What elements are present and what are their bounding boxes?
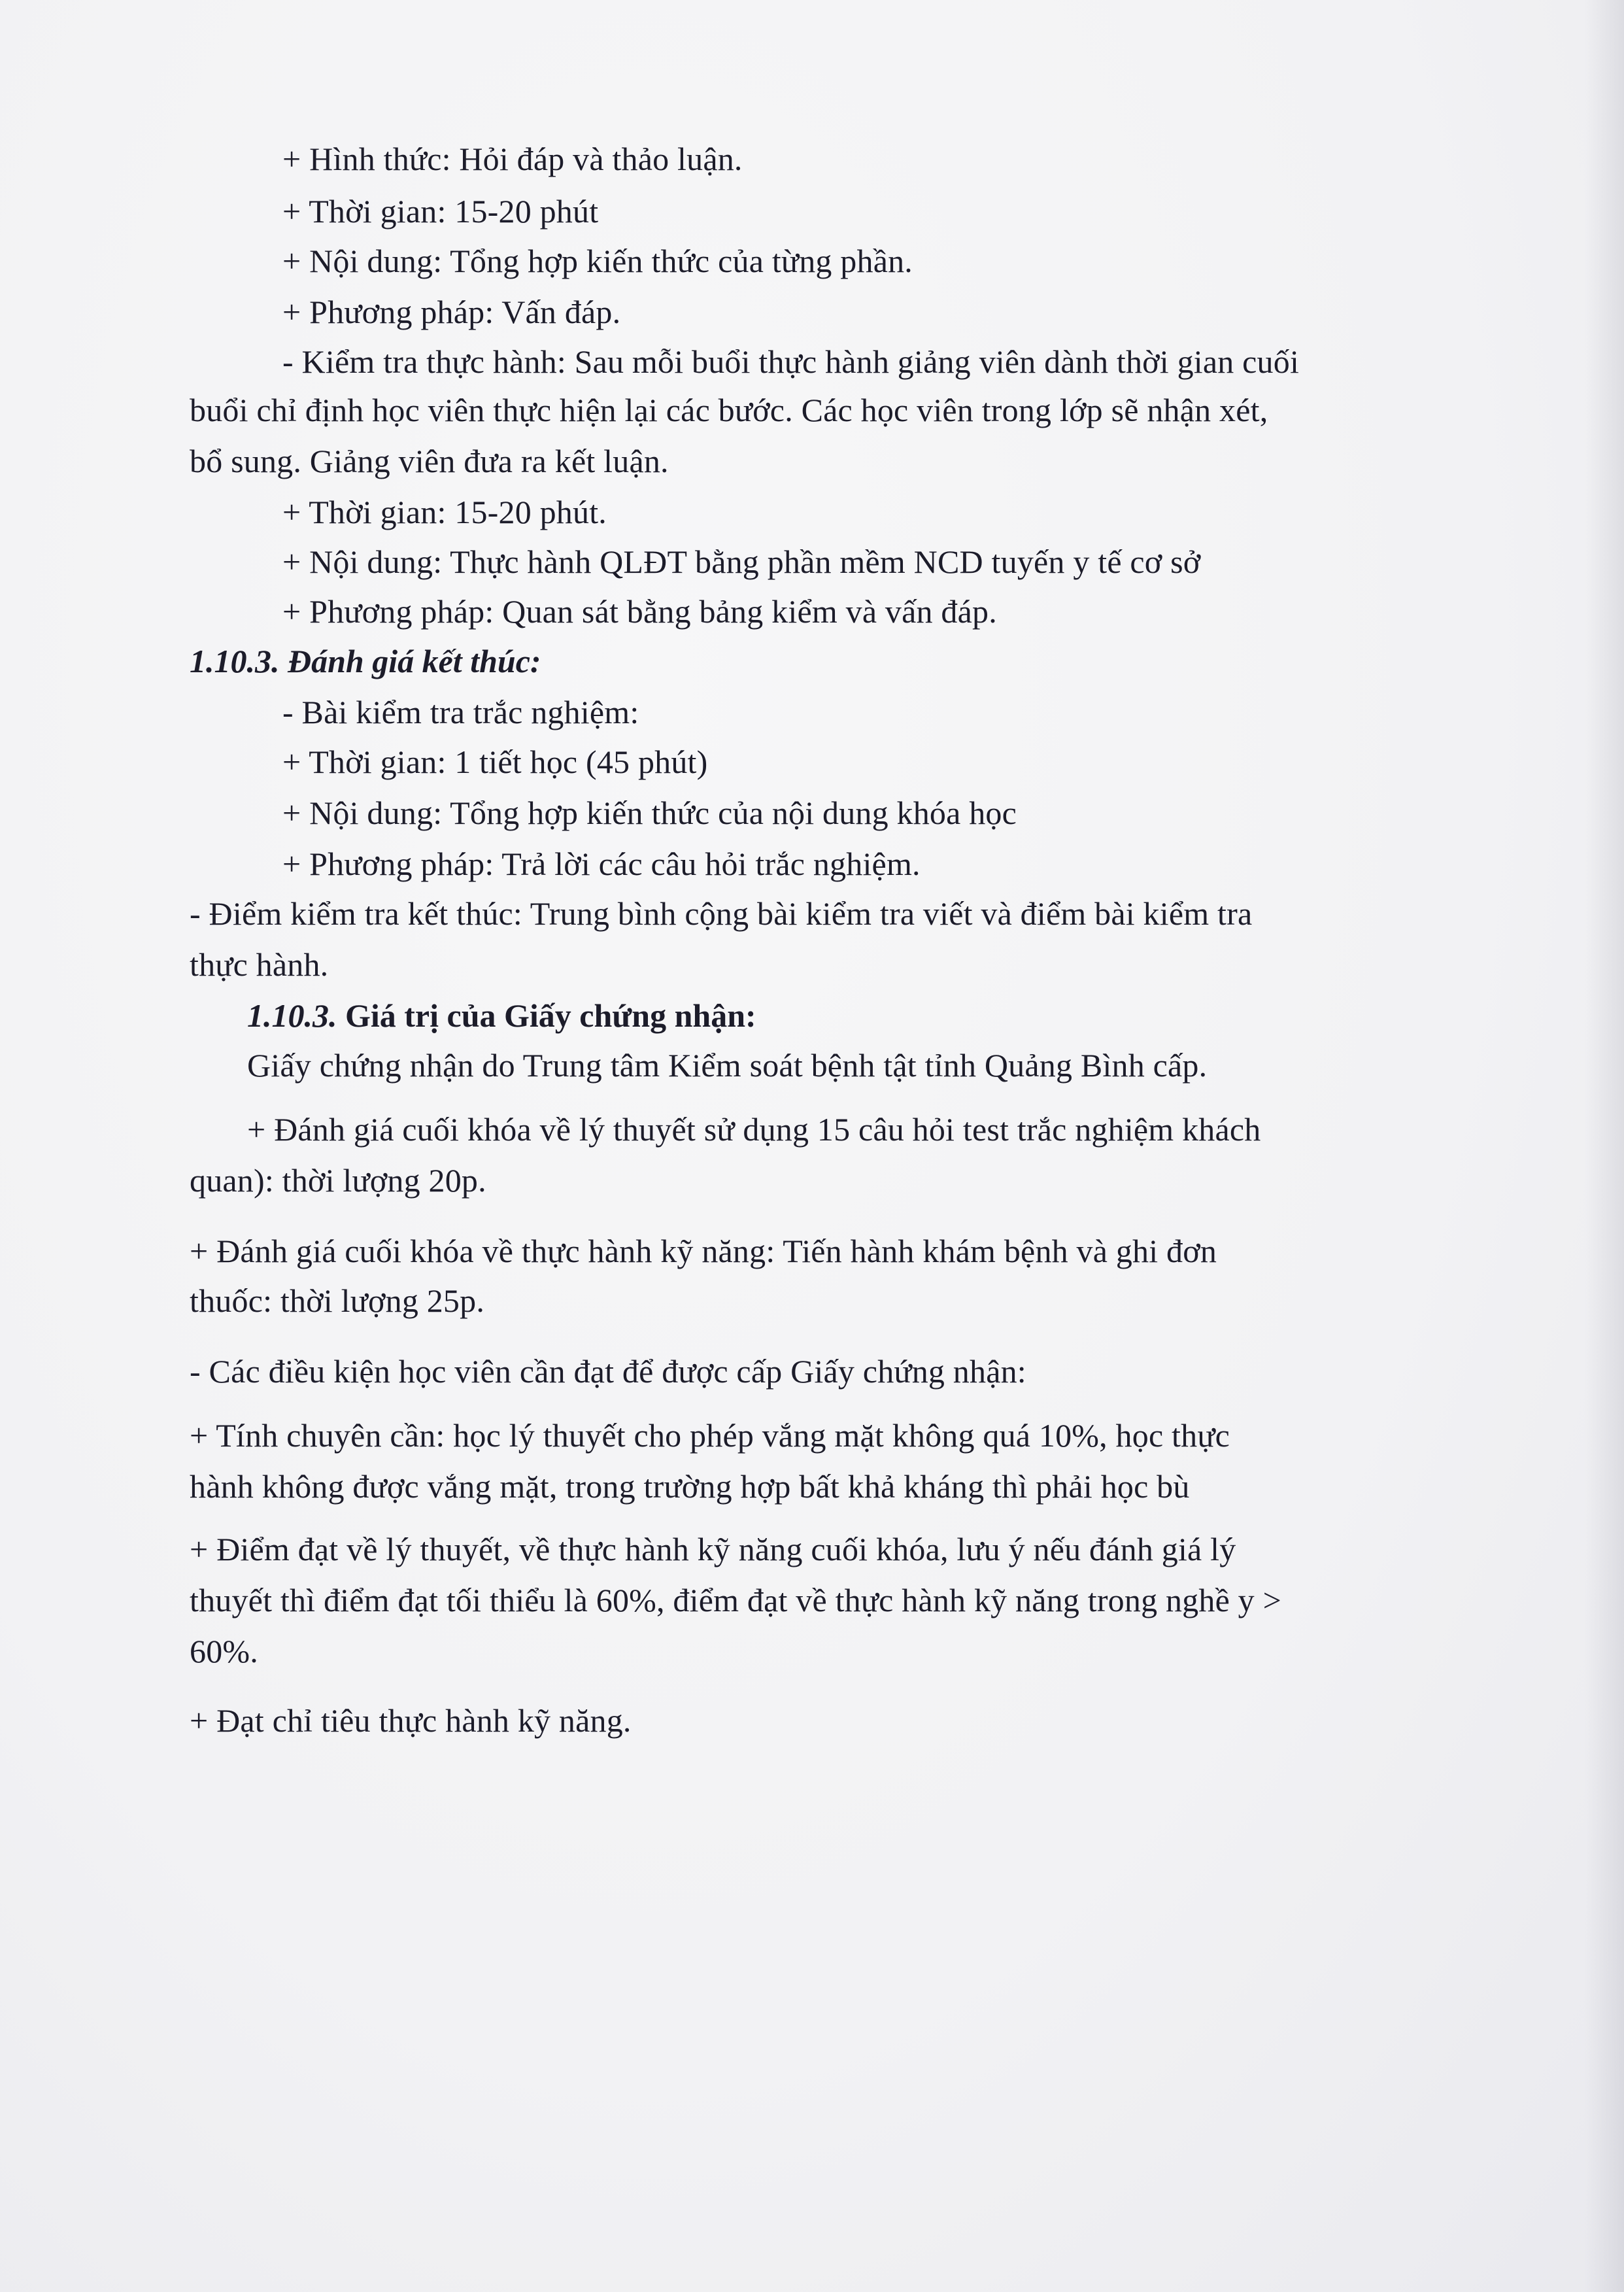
scan-edge-shadow — [1585, 0, 1624, 2292]
text-line: + Đạt chỉ tiêu thực hành kỹ năng. — [190, 1702, 632, 1739]
text-line: + Nội dung: Thực hành QLĐT bằng phần mềm NCD tuyến y tế cơ sở — [282, 543, 1201, 580]
text-line: - Điểm kiểm tra kết thúc: Trung bình cộng bài kiểm tra viết và điểm bài kiểm tra — [190, 895, 1253, 932]
text-line: buổi chỉ định học viên thực hiện lại các bước. Các học viên trong lớp sẽ nhận xét, — [190, 392, 1268, 428]
heading-title: Giá trị của Giấy chứng nhận: — [345, 997, 756, 1034]
text-line: hành không được vắng mặt, trong trường hợp bất khả kháng thì phải học bù — [190, 1468, 1190, 1505]
text-line: + Thời gian: 15-20 phút. — [282, 494, 607, 530]
text-line: 60%. — [190, 1633, 258, 1669]
text-line: + Nội dung: Tổng hợp kiến thức của nội dung khóa học — [282, 795, 1017, 831]
text-line: bổ sung. Giảng viên đưa ra kết luận. — [190, 443, 669, 479]
text-line: + Thời gian: 15-20 phút — [282, 193, 599, 230]
text-line: thuyết thì điểm đạt tối thiểu là 60%, điểm đạt về thực hành kỹ năng trong nghề y > — [190, 1582, 1281, 1618]
heading-number: 1.10.3. — [247, 997, 337, 1034]
text-line: - Bài kiểm tra trắc nghiệm: — [282, 694, 639, 730]
text-line: - Các điều kiện học viên cần đạt để được cấp Giấy chứng nhận: — [190, 1353, 1026, 1390]
text-line: Giấy chứng nhận do Trung tâm Kiểm soát bệnh tật tỉnh Quảng Bình cấp. — [247, 1047, 1208, 1084]
text-line: + Điểm đạt về lý thuyết, về thực hành kỹ năng cuối khóa, lưu ý nếu đánh giá lý — [190, 1531, 1236, 1567]
section-heading-certificate — [247, 999, 756, 1032]
text-line: + Phương pháp: Trả lời các câu hỏi trắc nghiệm. — [282, 846, 921, 882]
text-line: + Phương pháp: Vấn đáp. — [282, 294, 621, 330]
text-line: - Kiểm tra thực hành: Sau mỗi buổi thực hành giảng viên dành thời gian cuối — [282, 343, 1300, 380]
text-line: + Thời gian: 1 tiết học (45 phút) — [282, 744, 708, 780]
heading-title: Đánh giá kết thúc: — [288, 643, 541, 679]
text-line: + Đánh giá cuối khóa về lý thuyết sử dụng 15 câu hỏi test trắc nghiệm khách — [247, 1111, 1261, 1148]
section-heading-evaluation — [190, 645, 541, 677]
text-line: thuốc: thời lượng 25p. — [190, 1282, 485, 1319]
text-line: + Phương pháp: Quan sát bằng bảng kiểm và vấn đáp. — [282, 593, 997, 630]
text-line: + Tính chuyên cần: học lý thuyết cho phép vắng mặt không quá 10%, học thực — [190, 1417, 1230, 1454]
text-line: + Hình thức: Hỏi đáp và thảo luận. — [282, 141, 743, 177]
text-line: + Đánh giá cuối khóa về thực hành kỹ năng: Tiến hành khám bệnh và ghi đơn — [190, 1233, 1217, 1269]
text-line: + Nội dung: Tổng hợp kiến thức của từng phần. — [282, 243, 913, 279]
text-line: thực hành. — [190, 946, 329, 983]
heading-number: 1.10.3. — [190, 643, 280, 679]
text-line: quan): thời lượng 20p. — [190, 1162, 486, 1199]
